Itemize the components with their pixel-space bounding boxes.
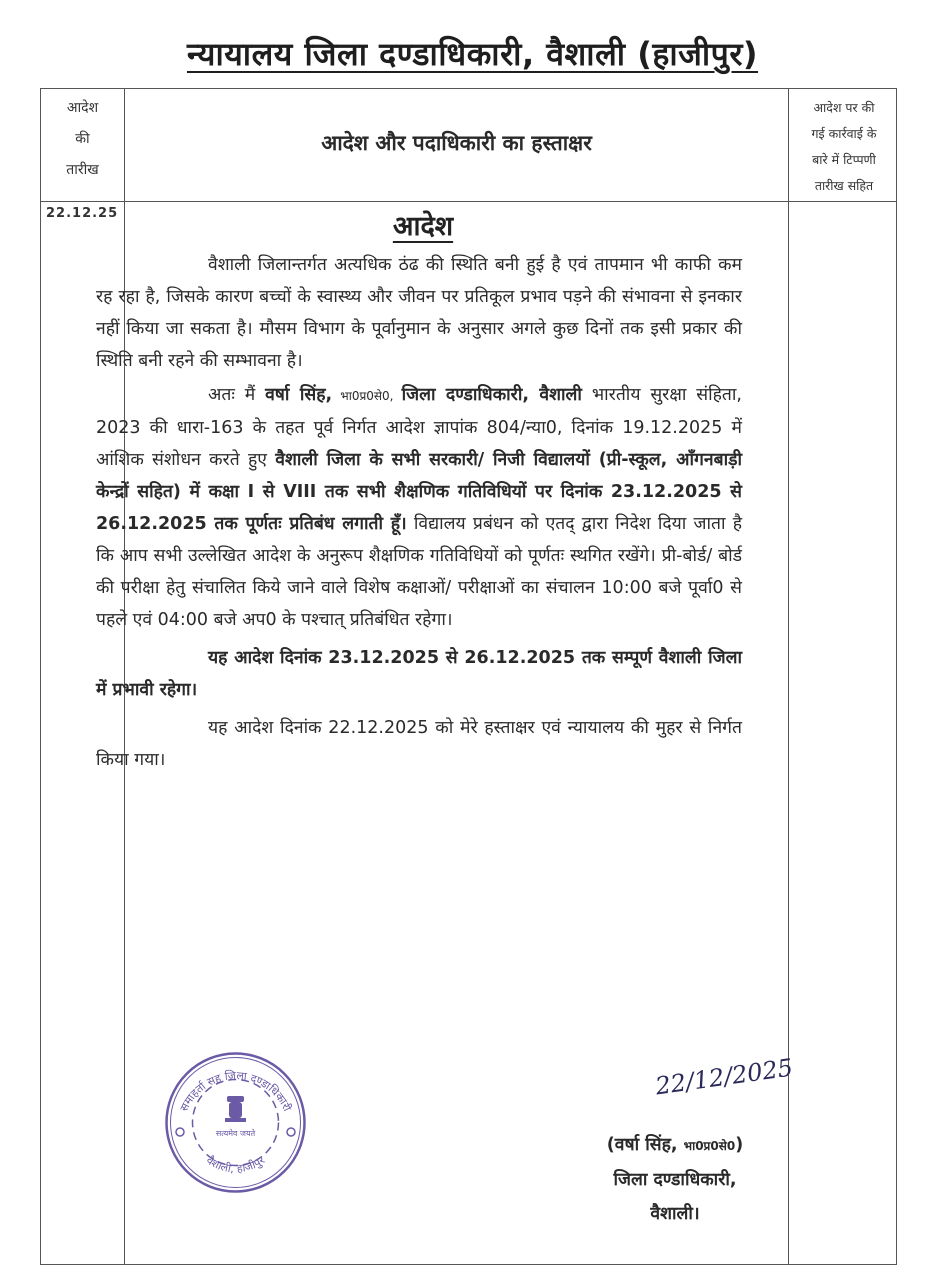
header-left-line: की xyxy=(75,131,90,147)
column-divider-right xyxy=(788,89,789,1264)
magistrate-designation: जिला दण्डाधिकारी, वैशाली xyxy=(401,385,582,405)
order-heading: आदेश xyxy=(392,211,454,242)
text-span: भारतीय सुरक्षा संहिता, 2023 की धारा-163 के तहत पूर्व निर्गत आदेश ज्ञापांक 804/न्या0, दिनांक 19.12.2025 में आंशिक संशोधन करते हुए xyxy=(96,385,742,470)
header-order-date xyxy=(41,93,124,186)
header-left-line: तारीख xyxy=(66,162,99,178)
text-span: विद्यालय प्रबंधन को एतद् द्वारा निदेश दिया जाता है कि आप सभी उल्लेखित आदेश के अनुरूप शैक्षणिक गतिविधियों को पूर्णतः स्थगित रखेंगे। प्री-बोर्ड/ बोर्ड की परीक्षा हेतु संचालित किये जाने वाले विशेष कक्षाओं/ परीक्षाओं का संचालन 10:00 बजे पूर्वा0 से पहले एवं 04:00 बजे अप0 के पश्चात् प्रतिबंधित रहेगा। xyxy=(96,514,742,630)
text-span: अतः मैं xyxy=(208,385,266,405)
text-span: (वर्षा सिंह, xyxy=(606,1135,684,1155)
header-action-remarks xyxy=(790,95,898,199)
signatory-block xyxy=(560,1128,790,1231)
seal-motto: सत्यमेव जयते xyxy=(215,1129,256,1138)
seal-bottom-text: वैशाली, हाजीपुर xyxy=(203,1153,268,1176)
national-emblem-icon xyxy=(225,1096,246,1122)
ias-abbrev: भा0प्र0से0 xyxy=(683,1139,736,1153)
paragraph-issuance: यह आदेश दिनांक 22.12.2025 को मेरे हस्ताक्षर एवं न्यायालय की मुहर से निर्गत किया गया। xyxy=(96,718,742,770)
school-closure-order: वैशाली जिला के सभी सरकारी/ निजी विद्यालयों (प्री-स्कूल, आँगनबाड़ी केन्द्रों सहित) में कक्षा I से VIII तक सभी शैक्षणिक गतिविधियों पर दिनांक 23.12.2025 से 26.12.2025 तक पूर्णतः प्रतिबंध लगाती हूँ। xyxy=(96,450,742,534)
signatory-name xyxy=(560,1128,790,1163)
seal-flower-icon xyxy=(176,1128,184,1136)
signature-date: 22/12/2025 xyxy=(653,1053,795,1101)
header-right-line: तारीख सहित xyxy=(814,178,874,193)
seal-top-text: समाहर्ता सह जिला दण्डाधिकारी xyxy=(177,1069,294,1114)
text-span: ) xyxy=(735,1135,744,1155)
header-right-line: आदेश पर की xyxy=(813,100,875,115)
court-seal-stamp xyxy=(163,1050,308,1195)
header-right-line: बारे में टिप्पणी xyxy=(812,152,876,167)
header-right-line: गई कार्रवाई के xyxy=(811,126,877,141)
order-body xyxy=(96,206,742,776)
signatory-place: वैशाली। xyxy=(650,1204,700,1224)
document-title-text: न्यायालय जिला दण्डाधिकारी, वैशाली (हाजीपुर) xyxy=(186,35,759,73)
header-divider xyxy=(41,201,896,202)
order-date: 22.12.25 xyxy=(46,206,119,221)
svg-text:वैशाली, हाजीपुर xyxy=(204,1153,268,1175)
header-order-and-signature: आदेश और पदाधिकारी का हस्ताक्षर xyxy=(321,131,592,155)
seal-icon xyxy=(163,1050,308,1195)
document-title xyxy=(0,32,945,75)
ias-abbrev: भा0प्र0से0, xyxy=(332,389,402,403)
paragraph-effective-period: यह आदेश दिनांक 23.12.2025 से 26.12.2025 तक सम्पूर्ण वैशाली जिला में प्रभावी रहेगा। xyxy=(96,648,742,700)
paragraph-cold-conditions: वैशाली जिलान्तर्गत अत्यधिक ठंढ की स्थिति बनी हुई है एवं तापमान भी काफी कम रह रहा है, जिसके कारण बच्चों के स्वास्थ्य और जीवन पर प्रतिकूल प्रभाव पड़ने की संभावना से इनकार नहीं किया जा सकता है। मौसम विभाग के पूर्वानुमान के अनुसार अगले कुछ दिनों तक इसी प्रकार की स्थिति बनी रहने की सम्भावना है। xyxy=(96,255,742,371)
signatory-designation: जिला दण्डाधिकारी, xyxy=(613,1170,737,1190)
magistrate-name: वर्षा सिंह, xyxy=(265,385,333,405)
seal-flower-icon xyxy=(287,1128,295,1136)
paragraph-order-directive xyxy=(96,379,742,636)
header-left-line: आदेश xyxy=(66,100,99,116)
